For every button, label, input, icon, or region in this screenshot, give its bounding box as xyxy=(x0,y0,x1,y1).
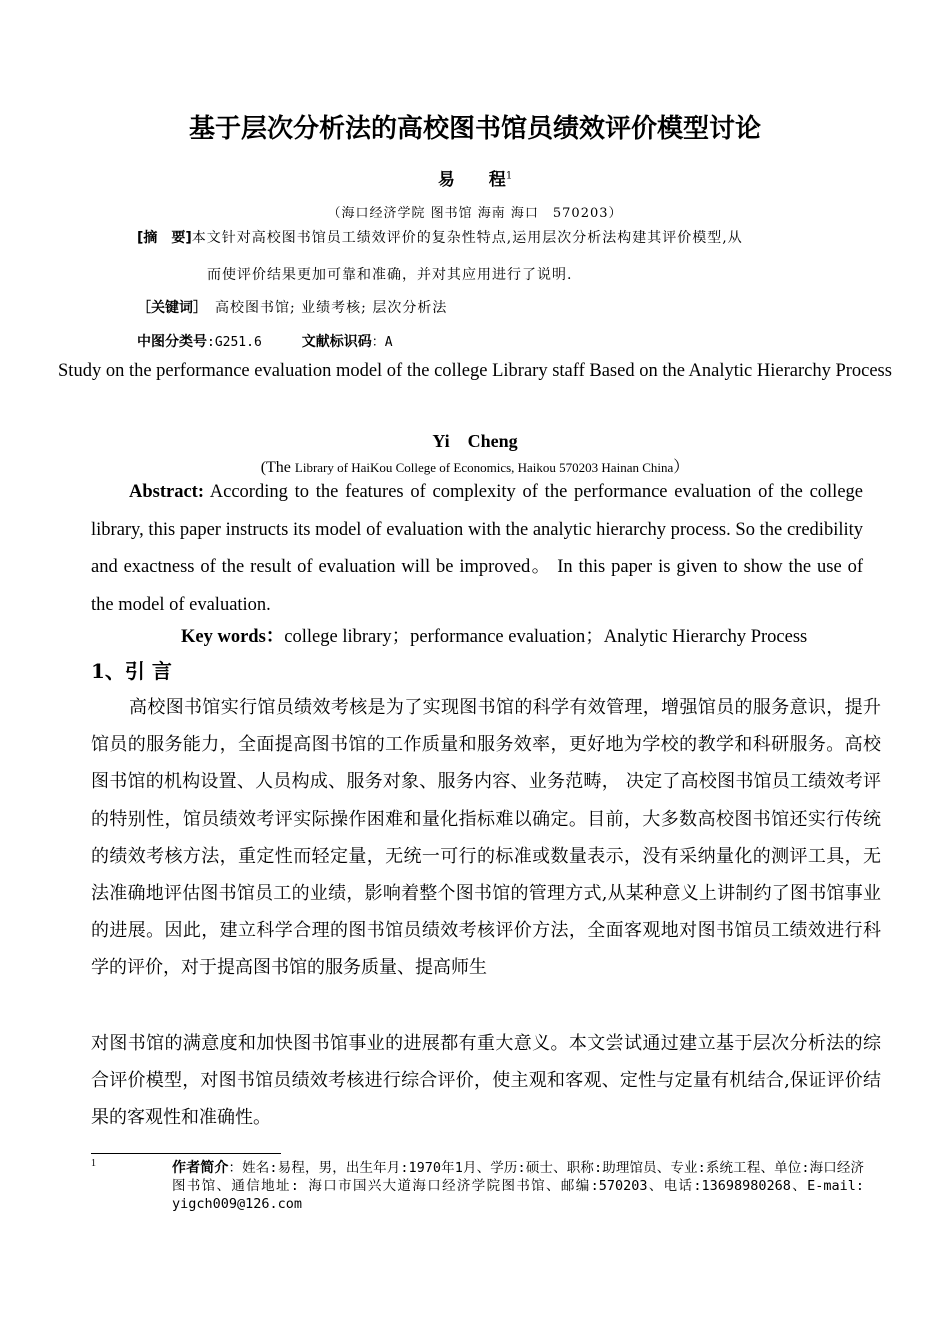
doc-code-value: ：A xyxy=(371,335,393,350)
footnote-author-bio xyxy=(172,1159,864,1213)
footnote-text: ：姓名:易程，男，出生年月:1970年1月、学历:硕士、职称:助理馆员、专业:系统工程、单位:海口经济图书馆、通信地址: 海口市国兴大道海口经济学院图书馆、邮编:570203、电话:13698980268、E-mail: yigch009@126.com xyxy=(172,1160,865,1212)
author-name-en: Yi Cheng xyxy=(432,431,518,451)
abstract-cn-label: [摘 要] xyxy=(137,230,192,246)
affiliation-en-close: ） xyxy=(673,459,690,476)
intro-paragraph-1: 高校图书馆实行馆员绩效考核是为了实现图书馆的科学有效管理，增强馆员的服务意识，提升馆员的服务能力，全面提高图书馆的工作质量和服务效率，更好地为学校的教学和科研服务。高校图书馆的机构设置、人员构成、服务对象、服务内容、业务范畴， 决定了高校图书馆员工绩效考评的特别性，馆员绩效考评实际操作困难和量化指标难以确定。目前，大多数高校图书馆还实行传统的绩效考核方法，重定性而轻定量，无统一可行的标准或数量表示，没有采纳量化的测评工具，无法准确地评估图书馆员工的业绩，影响着整个图书馆的管理方式,从某种意义上讲制约了图书馆事业的进展。因此，建立科学合理的图书馆员绩效考核评价方法，全面客观地对图书馆员工绩效进行科学的评价，对于提高图书馆的服务质量、提高师生 xyxy=(91,697,881,979)
keywords-en xyxy=(181,622,807,648)
intro-paragraph-2: 对图书馆的满意度和加快图书馆事业的进展都有重大意义。本文尝试通过建立基于层次分析法的综合评价模型，对图书馆员绩效考核进行综合评价，使主观和客观、定性与定量有机结合,保证评价结果的客观性和准确性。 xyxy=(91,1033,881,1129)
clc-label: 中图分类号 xyxy=(137,334,207,350)
keywords-en-label: Key words： xyxy=(181,627,285,647)
abstract-en-text: According to the features of complexity of the performance evaluation of the college library, this paper instructs its model of evaluation with the analytic hierarchy process. So the credibility and exactness of the result of evaluation will be improved。 In this paper is given to show the use of the model of evaluation. xyxy=(91,482,863,615)
author-name-cn-text: 易 程 xyxy=(437,170,506,190)
abstract-cn-line2: 而使评价结果更加可靠和准确，并对其应用进行了说明. xyxy=(207,267,573,283)
footnote-label: 作者简介 xyxy=(172,1160,229,1176)
abstract-cn-line1 xyxy=(137,227,743,247)
keywords-cn xyxy=(137,297,447,317)
keywords-cn-text: 高校图书馆; 业绩考核; 层次分析法 xyxy=(215,300,448,316)
classification-line xyxy=(137,331,393,351)
clc-value: :G251.6 xyxy=(207,335,262,350)
footnote-mark: 1 xyxy=(91,1158,96,1169)
abstract-en-label: Abstract: xyxy=(129,482,205,502)
doc-code-label: 文献标识码 xyxy=(301,334,372,350)
author-footnote-mark: 1 xyxy=(505,170,513,182)
affiliation-cn: （海口经济学院 图书馆 海南 海口 570203） xyxy=(327,206,623,221)
paper-title: 基于层次分析法的高校图书馆员绩效评价模型讨论 xyxy=(188,114,761,144)
paper-title-en: Study on the performance evaluation model of the college Library staff Based on the Analytic Hierarchy Process xyxy=(58,361,892,381)
affiliation-en-text: Library of HaiKou College of Economics, Haikou 570203 Hainan China xyxy=(294,460,674,475)
section-heading-introduction: 1、引 言 xyxy=(91,659,172,683)
footnote-divider xyxy=(91,1153,281,1154)
author-name-cn xyxy=(0,165,950,190)
keywords-en-text: college library；performance evaluation；Analytic Hierarchy Process xyxy=(284,627,808,647)
abstract-en xyxy=(91,474,863,624)
affiliation-en-open: (The xyxy=(260,459,295,476)
keywords-cn-label: ［关键词］ xyxy=(137,300,207,316)
abstract-cn-text-1: 本文针对高校图书馆员工绩效评价的复杂性特点,运用层次分析法构建其评价模型,从 xyxy=(191,230,743,246)
